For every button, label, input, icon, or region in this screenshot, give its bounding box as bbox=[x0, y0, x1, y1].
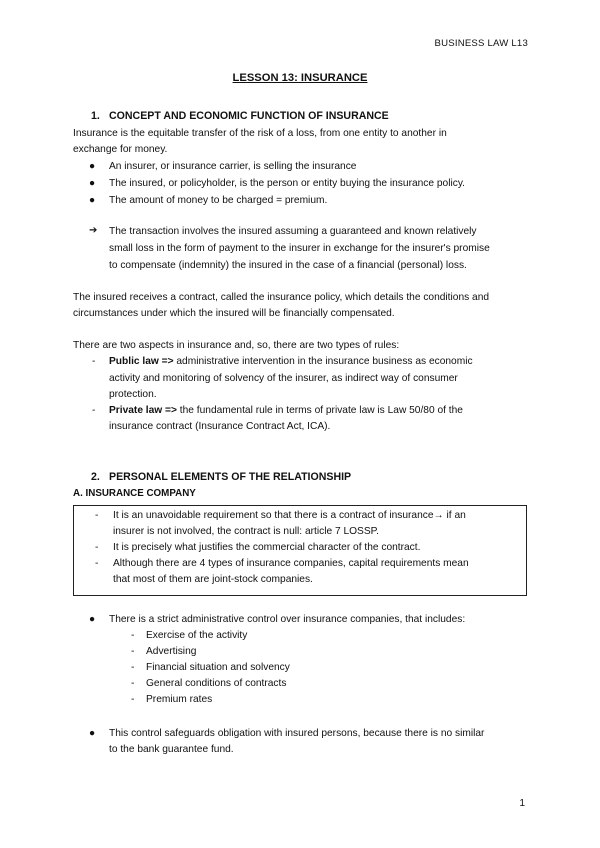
arrow-text-line: The transaction involves the insured assuming a guaranteed and known relatively bbox=[109, 226, 477, 237]
dash-icon: - bbox=[92, 405, 96, 416]
section-2-heading: PERSONAL ELEMENTS OF THE RELATIONSHIP bbox=[109, 471, 352, 483]
box-line: that most of them are joint-stock companies. bbox=[113, 574, 313, 585]
bullet-icon: ● bbox=[89, 178, 96, 189]
rule-public bbox=[109, 356, 473, 367]
arrow-text-line: small loss in the form of payment to the insurer in exchange for the insurer's promise bbox=[109, 243, 490, 254]
dash-icon: - bbox=[95, 542, 99, 553]
rule-private-text: the fundamental rule in terms of private law is Law 50/80 of the bbox=[176, 405, 463, 416]
rule-public-text: administrative intervention in the insurance business as economic bbox=[173, 356, 473, 367]
rule-private-text: insurance contract (Insurance Contract Act, ICA). bbox=[109, 421, 331, 432]
box-line: It is precisely what justifies the commercial character of the contract. bbox=[113, 542, 421, 553]
dash-icon: - bbox=[131, 662, 135, 673]
control-text: There is a strict administrative control over insurance companies, that includes: bbox=[109, 614, 466, 625]
arrow-text-line: to compensate (indemnity) the insured in the case of a financial (personal) loss. bbox=[109, 260, 467, 271]
control-item: Financial situation and solvency bbox=[146, 662, 290, 673]
section-1-heading: CONCEPT AND ECONOMIC FUNCTION OF INSURANCE bbox=[109, 110, 389, 122]
arrow-icon: ➔ bbox=[89, 225, 98, 236]
bullet-text: An insurer, or insurance carrier, is selling the insurance bbox=[109, 161, 357, 172]
safeguard-line: This control safeguards obligation with insured persons, because there is no similar bbox=[109, 728, 485, 739]
rule-public-label: Public law => bbox=[109, 356, 174, 367]
lesson-title: LESSON 13: INSURANCE bbox=[232, 72, 368, 84]
dash-icon: - bbox=[131, 678, 135, 689]
rule-public-text: activity and monitoring of solvency of the insurer, as indirect way of consumer bbox=[109, 373, 458, 384]
dash-icon: - bbox=[95, 510, 99, 521]
dash-icon: - bbox=[131, 694, 135, 705]
intro-line: exchange for money. bbox=[73, 144, 168, 155]
bullet-icon: ● bbox=[89, 614, 96, 625]
paragraph-line: There are two aspects in insurance and, so, there are two types of rules: bbox=[73, 340, 400, 351]
bullet-icon: ● bbox=[89, 195, 96, 206]
paragraph-line: The insured receives a contract, called the insurance policy, which details the conditions and bbox=[73, 292, 490, 303]
bullet-text: The amount of money to be charged = premium. bbox=[109, 195, 328, 206]
rule-private-label: Private law => bbox=[109, 405, 177, 416]
bullet-text: The insured, or policyholder, is the person or entity buying the insurance policy. bbox=[109, 178, 466, 189]
page-number: 1 bbox=[519, 798, 525, 809]
box-line: It is an unavoidable requirement so that there is a contract of insurance→ if an bbox=[113, 510, 466, 521]
control-item: Exercise of the activity bbox=[146, 630, 248, 641]
control-item: Premium rates bbox=[146, 694, 213, 705]
control-item: Advertising bbox=[146, 646, 197, 657]
dash-icon: - bbox=[131, 646, 135, 657]
bullet-icon: ● bbox=[89, 161, 96, 172]
dash-icon: - bbox=[92, 356, 96, 367]
box-line: insurer is not involved, the contract is null: article 7 LOSSP. bbox=[113, 526, 379, 537]
rule-public-text: protection. bbox=[109, 389, 157, 400]
rule-private bbox=[109, 405, 463, 416]
section-2-number: 2. bbox=[91, 471, 100, 483]
section-1-number: 1. bbox=[91, 110, 100, 122]
box-line: Although there are 4 types of insurance companies, capital requirements mean bbox=[113, 558, 469, 569]
paragraph-line: circumstances under which the insured will be financially compensated. bbox=[73, 308, 395, 319]
intro-line: Insurance is the equitable transfer of the risk of a loss, from one entity to another in bbox=[73, 128, 447, 139]
subsection-a-heading: A. INSURANCE COMPANY bbox=[73, 488, 196, 499]
running-header: BUSINESS LAW L13 bbox=[434, 38, 528, 49]
dash-icon: - bbox=[95, 558, 99, 569]
safeguard-line: to the bank guarantee fund. bbox=[109, 744, 234, 755]
bullet-icon: ● bbox=[89, 728, 96, 739]
control-item: General conditions of contracts bbox=[146, 678, 287, 689]
dash-icon: - bbox=[131, 630, 135, 641]
